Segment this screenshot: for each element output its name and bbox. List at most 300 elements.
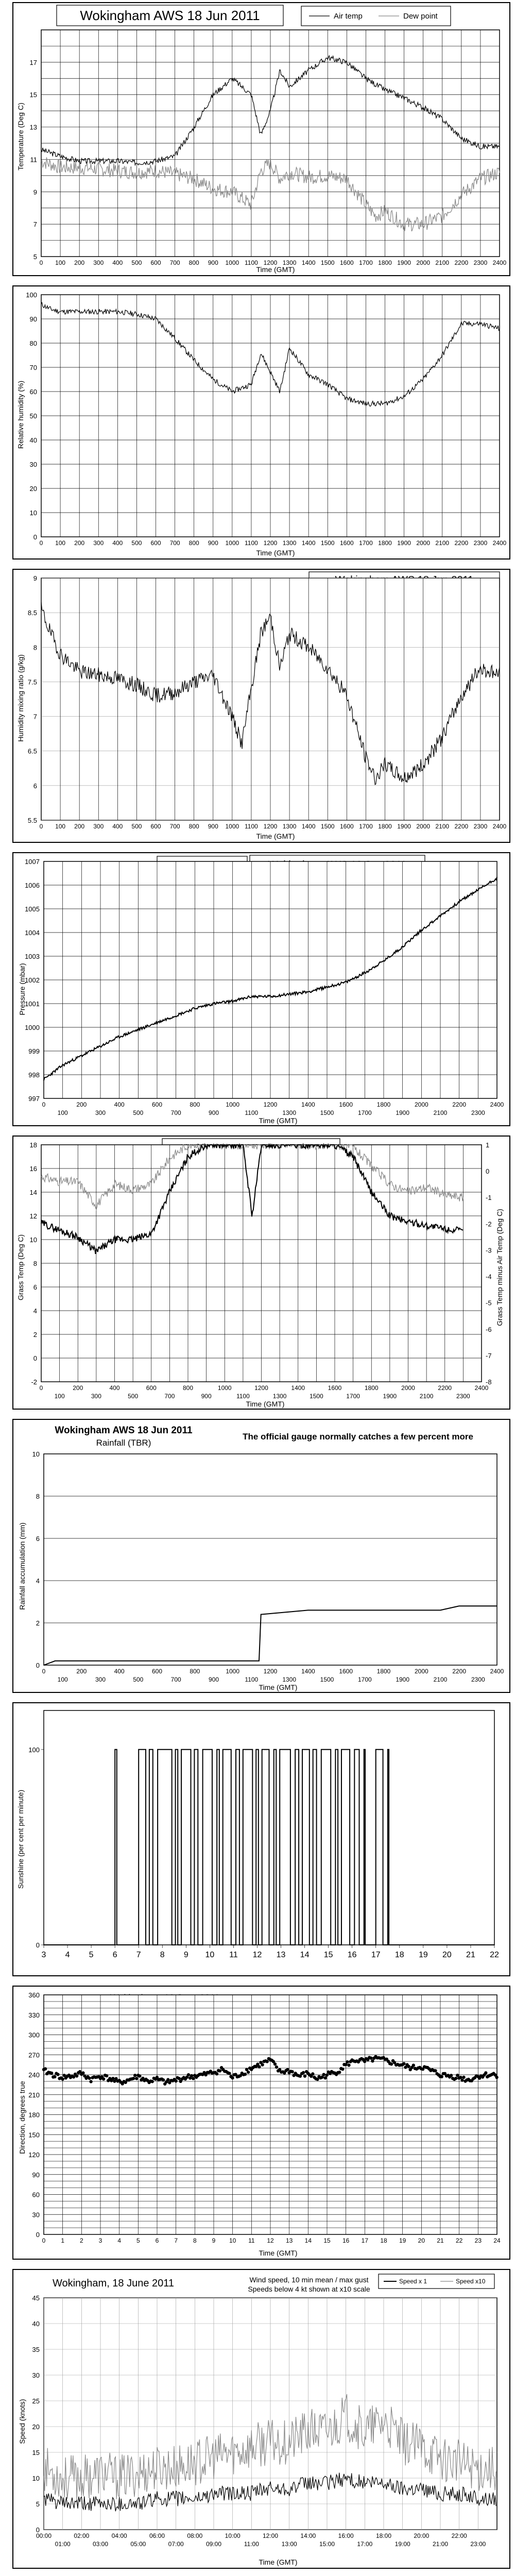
mixing-ratio-chart xyxy=(0,567,515,845)
x-tick-label: 1400 xyxy=(301,259,316,266)
x-tick-label: 400 xyxy=(114,1101,125,1108)
x-tick-label: 2200 xyxy=(438,1384,452,1392)
x-tick-label: 18 xyxy=(394,1951,404,1959)
x-tick-label: 6 xyxy=(155,2237,159,2244)
x-tick-label: 03:00 xyxy=(92,2540,109,2548)
x-tick-label: 700 xyxy=(164,1393,175,1400)
direction-point xyxy=(275,2065,278,2069)
y-tick-label: 10 xyxy=(29,1236,37,1244)
x-tick-label: 16 xyxy=(342,2237,350,2244)
x-tick-label: 1100 xyxy=(245,823,258,830)
x-tick-label: 01:00 xyxy=(55,2540,71,2548)
x-tick-label: 2000 xyxy=(416,539,431,547)
x-tick-label: 600 xyxy=(150,259,161,266)
x-tick-label: 16:00 xyxy=(338,2532,354,2539)
x-tick-label: 1200 xyxy=(254,1384,268,1392)
temperature-panel xyxy=(0,0,515,278)
x-axis-label: Time (GMT) xyxy=(259,2558,298,2566)
pressure-panel xyxy=(0,850,515,1128)
y-tick-label: 0 xyxy=(36,2231,40,2239)
x-tick-label: 17 xyxy=(361,2237,369,2244)
x-tick-label: 500 xyxy=(133,1109,144,1116)
direction-point xyxy=(247,2071,250,2074)
x-tick-label: 800 xyxy=(188,823,199,830)
x-tick-label: 800 xyxy=(190,1101,200,1108)
x-tick-label: 600 xyxy=(151,1668,163,1675)
direction-point xyxy=(61,2077,64,2080)
direction-point xyxy=(456,2074,459,2077)
grass-temp-chart xyxy=(0,1133,515,1412)
x-tick-label: 900 xyxy=(208,539,218,547)
direction-point xyxy=(105,2074,108,2077)
y-tick-label: 12 xyxy=(29,1212,37,1220)
x-tick-label: 1000 xyxy=(226,1101,240,1108)
direction-point xyxy=(151,2080,154,2083)
y-tick-label: 6 xyxy=(36,1535,40,1543)
y-tick-label: 17 xyxy=(29,58,37,66)
x-tick-label: 0 xyxy=(42,1101,46,1108)
x-tick-label: 800 xyxy=(182,1384,194,1392)
y-tick-label: 30 xyxy=(32,2211,40,2219)
x-tick-label: 2000 xyxy=(416,259,431,266)
direction-point xyxy=(178,2077,181,2080)
legend-speed-x10: Speed x10 xyxy=(456,2278,486,2285)
x-tick-label: 2300 xyxy=(473,539,488,547)
direction-point xyxy=(302,2071,305,2074)
x-tick-label: 1300 xyxy=(272,1393,287,1400)
x-tick-label: 2100 xyxy=(433,1676,448,1683)
y-tick-label: 90 xyxy=(32,2171,40,2179)
x-tick-label: 1900 xyxy=(396,1676,410,1683)
x-axis-label: Time (GMT) xyxy=(259,2249,298,2257)
x-tick-label: 500 xyxy=(131,259,142,266)
direction-point xyxy=(218,2069,221,2072)
y-tick-label: 8 xyxy=(36,1493,40,1500)
y-tick-label: 45 xyxy=(32,2294,40,2302)
direction-point xyxy=(338,2071,341,2074)
direction-point xyxy=(192,2077,195,2080)
x-tick-label: 300 xyxy=(93,823,104,830)
x-tick-label: 2000 xyxy=(416,823,431,830)
x-tick-label: 2100 xyxy=(433,1109,448,1116)
y-tick-label: 1001 xyxy=(25,1000,40,1008)
direction-point xyxy=(484,2071,487,2074)
x-tick-label: 11 xyxy=(229,1951,238,1959)
x-tick-label: 300 xyxy=(91,1393,101,1400)
x-tick-label: 300 xyxy=(93,259,104,266)
direction-point xyxy=(341,2067,344,2071)
x-tick-label: 02:00 xyxy=(74,2532,90,2539)
x-tick-label: 1500 xyxy=(320,1109,334,1116)
x-tick-label: 1300 xyxy=(282,539,297,547)
x-tick-label: 900 xyxy=(208,823,218,830)
x-tick-label: 200 xyxy=(74,823,85,830)
y-tick-label: 50 xyxy=(29,412,37,420)
x-axis-label: Time (GMT) xyxy=(259,1116,298,1125)
y-axis-label: Temperature (Deg C) xyxy=(16,103,25,171)
y-tick-label: 4 xyxy=(36,1577,40,1585)
x-tick-label: 400 xyxy=(112,539,123,547)
y-tick-label: 1006 xyxy=(25,882,40,889)
y-axis-label: Grass Temp (Deg C) xyxy=(16,1234,25,1301)
x-tick-label: 400 xyxy=(112,823,123,830)
direction-point xyxy=(50,2072,53,2075)
x-tick-label: 05:00 xyxy=(130,2540,146,2548)
y2-tick-label: -7 xyxy=(486,1351,492,1360)
x-tick-label: 1300 xyxy=(282,259,297,266)
x-tick-label: 400 xyxy=(109,1384,120,1392)
x-tick-label: 1600 xyxy=(328,1384,342,1392)
y-axis-label: Speed (knots) xyxy=(18,2399,26,2444)
direction-point xyxy=(290,2070,294,2073)
x-tick-label: 1800 xyxy=(364,1384,379,1392)
x-tick-label: 13:00 xyxy=(281,2540,297,2548)
x-tick-label: 22 xyxy=(490,1951,499,1959)
y-tick-label: 7 xyxy=(33,221,37,229)
x-tick-label: 12:00 xyxy=(262,2532,279,2539)
x-tick-label: 1600 xyxy=(339,1101,353,1108)
x-tick-label: 1500 xyxy=(320,823,335,830)
plot-area xyxy=(44,1454,497,1665)
direction-point xyxy=(303,2075,306,2078)
direction-point xyxy=(53,2075,56,2078)
x-tick-label: 2200 xyxy=(454,539,469,547)
y-tick-label: 210 xyxy=(28,2091,40,2099)
x-tick-label: 4 xyxy=(117,2237,122,2244)
y-tick-label: 5 xyxy=(33,253,37,261)
direction-point xyxy=(231,2076,234,2079)
x-tick-label: 3 xyxy=(98,2237,102,2244)
x-tick-label: 1000 xyxy=(225,539,239,547)
x-tick-label: 2 xyxy=(79,2237,83,2244)
y-tick-label: 25 xyxy=(32,2397,40,2405)
direction-point xyxy=(102,2077,105,2080)
y-tick-label: 0 xyxy=(36,1941,40,1949)
x-tick-label: 19 xyxy=(399,2237,406,2244)
sunshine-panel xyxy=(0,1700,515,1978)
x-axis-label: Time (GMT) xyxy=(256,549,295,557)
x-tick-label: 500 xyxy=(128,1393,139,1400)
x-tick-label: 1200 xyxy=(263,823,278,830)
y-tick-label: 1002 xyxy=(25,976,40,984)
y-tick-label: 10 xyxy=(32,2475,40,2482)
x-tick-label: 24 xyxy=(493,2237,501,2244)
x-tick-label: 100 xyxy=(55,539,66,547)
y-axis-label: Relative humidity (%) xyxy=(16,380,25,449)
x-tick-label: 500 xyxy=(131,539,142,547)
x-tick-label: 1800 xyxy=(378,823,392,830)
direction-point xyxy=(462,2076,465,2079)
x-tick-label: 23 xyxy=(474,2237,482,2244)
x-tick-label: 1700 xyxy=(359,539,373,547)
x-tick-label: 18:00 xyxy=(375,2532,392,2539)
x-tick-label: 2300 xyxy=(471,1676,485,1683)
x-tick-label: 08:00 xyxy=(187,2532,203,2539)
y2-tick-label: -2 xyxy=(486,1220,492,1228)
x-tick-label: 14:00 xyxy=(300,2532,316,2539)
chart-annotation: The official gauge normally catches a few percent more xyxy=(243,1432,473,1442)
y2-tick-label: -8 xyxy=(486,1378,492,1386)
x-tick-label: 900 xyxy=(208,259,218,266)
x-tick-label: 20 xyxy=(442,1951,452,1959)
direction-point xyxy=(187,2073,190,2076)
x-tick-label: 8 xyxy=(193,2237,197,2244)
y-axis-label: Sunshine (per cent per minute) xyxy=(16,1789,25,1889)
y-tick-label: 0 xyxy=(33,1354,37,1362)
direction-point xyxy=(311,2072,314,2075)
x-tick-label: 13 xyxy=(276,1951,286,1959)
y-tick-label: 0 xyxy=(36,2526,40,2534)
y-tick-label: 1003 xyxy=(25,953,40,960)
x-tick-label: 400 xyxy=(114,1668,125,1675)
x-tick-label: 10 xyxy=(229,2237,236,2244)
x-tick-label: 1100 xyxy=(236,1393,250,1400)
x-tick-label: 600 xyxy=(150,539,161,547)
x-tick-label: 1400 xyxy=(301,1101,315,1108)
x-tick-label: 300 xyxy=(93,539,104,547)
x-tick-label: 2300 xyxy=(456,1393,470,1400)
direction-point xyxy=(132,2077,135,2080)
x-tick-label: 0 xyxy=(42,1668,46,1675)
x-tick-label: 2400 xyxy=(492,539,507,547)
x-tick-label: 300 xyxy=(95,1676,106,1683)
y-tick-label: 16 xyxy=(29,1165,37,1173)
y-axis-label: Pressure (mbar) xyxy=(18,963,26,1015)
y2-tick-label: -3 xyxy=(486,1246,492,1255)
x-tick-label: 1900 xyxy=(396,1109,410,1116)
x-tick-label: 600 xyxy=(150,823,161,830)
x-tick-label: 14 xyxy=(300,1951,310,1959)
x-tick-label: 12 xyxy=(267,2237,274,2244)
y2-tick-label: -1 xyxy=(486,1194,492,1202)
x-tick-label: 400 xyxy=(112,259,123,266)
chart-subtitle-1: Wind speed, 10 min mean / max gust xyxy=(249,2276,369,2284)
direction-point xyxy=(138,2074,141,2077)
y-tick-label: 7 xyxy=(33,713,37,721)
x-tick-label: 1600 xyxy=(339,539,354,547)
direction-point xyxy=(244,2073,247,2076)
x-tick-label: 1400 xyxy=(301,1668,315,1675)
y-tick-label: 8 xyxy=(33,1260,37,1267)
x-tick-label: 5 xyxy=(136,2237,140,2244)
y2-tick-label: 1 xyxy=(486,1141,490,1149)
x-tick-label: 9 xyxy=(183,1951,188,1959)
y-tick-label: 6 xyxy=(33,782,37,790)
y2-tick-label: -5 xyxy=(486,1299,492,1307)
y-tick-label: 6 xyxy=(33,1283,37,1291)
x-tick-label: 12 xyxy=(252,1951,262,1959)
x-tick-label: 5 xyxy=(89,1951,94,1959)
x-tick-label: 1400 xyxy=(301,823,316,830)
x-tick-label: 1 xyxy=(61,2237,65,2244)
chart-title: Wokingham AWS 18 Jun 2011 xyxy=(55,1425,193,1436)
x-tick-label: 500 xyxy=(131,823,142,830)
x-tick-label: 2000 xyxy=(414,1668,428,1675)
direction-point xyxy=(322,2073,325,2076)
x-tick-label: 1700 xyxy=(346,1393,360,1400)
x-tick-label: 7 xyxy=(174,2237,178,2244)
direction-point xyxy=(190,2074,193,2077)
direction-point xyxy=(135,2077,138,2080)
direction-point xyxy=(81,2071,84,2074)
x-tick-label: 1100 xyxy=(245,1676,259,1683)
x-tick-label: 500 xyxy=(133,1676,144,1683)
y-tick-label: 6.5 xyxy=(27,747,37,755)
y-tick-label: 20 xyxy=(29,485,37,493)
x-tick-label: 100 xyxy=(55,259,66,266)
direction-point xyxy=(371,2059,374,2062)
y-axis-label: Humidity mixing ratio (g/kg) xyxy=(16,654,25,742)
x-tick-label: 800 xyxy=(188,539,199,547)
direction-point xyxy=(402,2062,405,2065)
y-tick-label: 11 xyxy=(30,156,37,164)
wind-direction-panel xyxy=(0,1984,515,2262)
y2-tick-label: -6 xyxy=(486,1325,492,1333)
x-tick-label: 1200 xyxy=(263,1668,278,1675)
x-tick-label: 100 xyxy=(54,1393,65,1400)
x-tick-label: 1600 xyxy=(339,1668,353,1675)
x-tick-label: 1900 xyxy=(397,823,411,830)
x-tick-label: 1500 xyxy=(320,259,335,266)
direction-point xyxy=(228,2072,231,2075)
x-tick-label: 21 xyxy=(437,2237,444,2244)
y-tick-label: 35 xyxy=(32,2346,40,2353)
x-tick-label: 2200 xyxy=(454,259,469,266)
x-tick-label: 1200 xyxy=(263,539,278,547)
grass-temp-panel xyxy=(0,1133,515,1412)
y-tick-label: 120 xyxy=(28,2151,40,2159)
y-tick-label: 60 xyxy=(29,388,37,396)
x-tick-label: 2200 xyxy=(454,823,469,830)
x-tick-label: 1900 xyxy=(397,539,411,547)
x-tick-label: 1100 xyxy=(245,259,258,266)
x-tick-label: 21 xyxy=(466,1951,475,1959)
x-axis-label: Time (GMT) xyxy=(256,832,295,840)
direction-point xyxy=(88,2077,91,2080)
x-tick-label: 1600 xyxy=(339,259,354,266)
x-tick-label: 1700 xyxy=(359,259,373,266)
y2-axis-label: Grass Temp minus Air Temp (Deg C) xyxy=(495,1209,504,1326)
x-axis-label: Time (GMT) xyxy=(259,1683,298,1691)
x-tick-label: 600 xyxy=(151,1101,163,1108)
y-axis-label: Direction, degrees true xyxy=(18,2081,26,2154)
x-tick-label: 100 xyxy=(55,823,66,830)
y-tick-label: 998 xyxy=(28,1071,40,1079)
x-tick-label: 1800 xyxy=(378,259,392,266)
x-tick-label: 900 xyxy=(208,1676,219,1683)
x-tick-label: 1900 xyxy=(397,259,411,266)
direction-point xyxy=(56,2073,59,2076)
x-tick-label: 1000 xyxy=(226,1668,240,1675)
y-tick-label: 80 xyxy=(29,340,37,347)
x-tick-label: 2300 xyxy=(471,1109,485,1116)
x-tick-label: 11:00 xyxy=(244,2540,259,2548)
x-tick-label: 200 xyxy=(74,259,85,266)
y-tick-label: 20 xyxy=(32,2423,40,2431)
y-tick-label: 997 xyxy=(28,1095,40,1103)
direction-point xyxy=(174,2079,177,2082)
x-tick-label: 11 xyxy=(248,2237,255,2244)
y-tick-label: 9 xyxy=(33,188,37,196)
x-tick-label: 2100 xyxy=(435,539,450,547)
y-tick-label: 1004 xyxy=(25,929,40,937)
x-tick-label: 22:00 xyxy=(451,2532,467,2539)
x-tick-label: 2400 xyxy=(474,1384,489,1392)
chart-subtitle-2: Speeds below 4 kt shown at x10 scale xyxy=(248,2285,370,2293)
chart-title: Wokingham, 18 June 2011 xyxy=(52,2278,175,2289)
direction-point xyxy=(390,2062,393,2065)
y-tick-label: 2 xyxy=(36,1619,40,1627)
x-tick-label: 07:00 xyxy=(168,2540,184,2548)
y-tick-label: 4 xyxy=(33,1307,37,1315)
x-tick-label: 1900 xyxy=(383,1393,397,1400)
x-tick-label: 1300 xyxy=(282,823,297,830)
x-tick-label: 1000 xyxy=(217,1384,232,1392)
x-tick-label: 800 xyxy=(190,1668,200,1675)
x-tick-label: 0 xyxy=(39,259,43,266)
x-tick-label: 2200 xyxy=(452,1101,467,1108)
x-tick-label: 2400 xyxy=(490,1101,504,1108)
x-tick-label: 1700 xyxy=(359,823,373,830)
x-tick-label: 1400 xyxy=(301,539,316,547)
x-tick-label: 23:00 xyxy=(470,2540,486,2548)
x-tick-label: 13 xyxy=(285,2237,293,2244)
temperature-chart xyxy=(0,0,515,278)
x-tick-label: 200 xyxy=(74,539,85,547)
x-tick-label: 04:00 xyxy=(111,2532,127,2539)
x-tick-label: 2100 xyxy=(435,259,450,266)
direction-point xyxy=(324,2076,327,2079)
direction-point xyxy=(75,2074,78,2077)
x-tick-label: 200 xyxy=(76,1668,87,1675)
y-tick-label: 5.5 xyxy=(27,817,37,824)
x-tick-label: 4 xyxy=(65,1951,70,1959)
x-tick-label: 1800 xyxy=(376,1101,391,1108)
x-tick-label: 1700 xyxy=(357,1676,372,1683)
direction-point xyxy=(133,2074,136,2077)
x-tick-label: 7 xyxy=(136,1951,141,1959)
y-tick-label: 180 xyxy=(28,2111,40,2119)
direction-point xyxy=(215,2072,218,2075)
x-tick-label: 20:00 xyxy=(414,2532,430,2539)
y-axis-label: Rainfall accumulation (mm) xyxy=(18,1522,26,1610)
x-tick-label: 2400 xyxy=(490,1668,504,1675)
x-tick-label: 300 xyxy=(95,1109,106,1116)
y-tick-label: 15 xyxy=(29,91,37,99)
y-tick-label: 8 xyxy=(33,643,37,652)
direction-point xyxy=(261,2063,264,2066)
y-tick-label: 240 xyxy=(28,2071,40,2079)
x-axis-label: Time (GMT) xyxy=(256,265,295,274)
chart-subtitle: Rainfall (TBR) xyxy=(96,1438,151,1448)
x-tick-label: 600 xyxy=(146,1384,157,1392)
x-tick-label: 800 xyxy=(188,259,199,266)
x-tick-label: 19:00 xyxy=(394,2540,410,2548)
y-tick-label: 15 xyxy=(32,2449,40,2456)
mixing-ratio-panel xyxy=(0,567,515,845)
x-tick-label: 1400 xyxy=(291,1384,305,1392)
x-tick-label: 22 xyxy=(455,2237,463,2244)
y-tick-label: 1007 xyxy=(25,858,40,866)
x-tick-label: 15 xyxy=(323,1951,333,1959)
direction-point xyxy=(166,2078,169,2081)
x-tick-label: 2400 xyxy=(492,823,507,830)
direction-point xyxy=(407,2065,410,2068)
y-tick-label: 70 xyxy=(29,364,37,371)
direction-point xyxy=(286,2068,289,2071)
direction-point xyxy=(89,2080,92,2083)
x-tick-label: 2300 xyxy=(473,259,488,266)
